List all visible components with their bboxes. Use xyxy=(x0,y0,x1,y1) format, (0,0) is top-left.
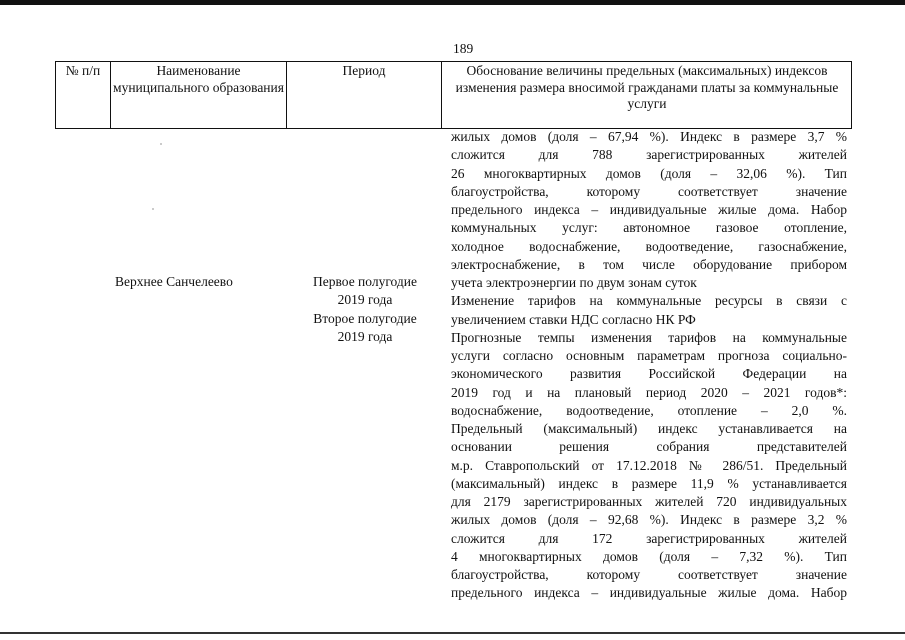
basis-line: Предельный (максимальный) индекс устанавливается на xyxy=(451,421,847,436)
basis-line: для 2179 зарегистрированных жителей 720 индивидуальных xyxy=(451,494,847,509)
basis-line: водоснабжение, водоотведение, отопление – 2,0 %. xyxy=(451,402,847,418)
basis-line: 2019 год и на плановый период 2020 – 2021 годов*: xyxy=(451,384,847,400)
municipality-name: Верхнее Санчелеево xyxy=(115,274,233,289)
header-basis: Обоснование величины предельных (максимальных) индексов изменения размера вносимой гражданами платы за коммунальные услуги xyxy=(441,62,852,128)
header-period: Период xyxy=(286,62,441,128)
table-header xyxy=(55,61,852,129)
basis-line: учета электроэнергии по двум зонам суток xyxy=(451,275,697,290)
top-page-border xyxy=(0,0,905,5)
basis-line: сложится для 788 зарегистрированных жителей xyxy=(451,147,847,163)
basis-line: м.р. Ставропольский от 17.12.2018 № 286/51. Предельный xyxy=(451,457,847,473)
basis-line: 4 многоквартирных домов (доля – 7,32 %). Тип xyxy=(451,548,847,564)
period-line: Второе полугодие xyxy=(313,310,417,326)
header-municipality-name: Наименование муниципального образования xyxy=(110,62,286,128)
basis-line: предельного индекса – индивидуальные жилые дома. Набор xyxy=(451,585,847,601)
basis-line: Изменение тарифов на коммунальные ресурсы в связи с xyxy=(451,293,847,309)
basis-line: основании решения собрания представителей xyxy=(451,439,847,455)
basis-line: услуги согласно основным параметрам прогноза социально- xyxy=(451,348,847,363)
basis-line: электроснабжение, в том числе оборудование прибором xyxy=(451,256,847,272)
period-line: 2019 года xyxy=(337,328,393,344)
basis-line: экономического развития Российской Федерации на xyxy=(451,366,847,382)
period-line: Первое полугодие xyxy=(313,274,417,289)
basis-line: предельного индекса – индивидуальные жилые дома. Набор xyxy=(451,202,847,217)
basis-line: холодное водоснабжение, водоотведение, газоснабжение, xyxy=(451,238,847,254)
basis-cell xyxy=(451,128,847,603)
basis-line: 26 многоквартирных домов (доля – 32,06 %). Тип xyxy=(451,165,847,181)
basis-line: жилых домов (доля – 92,68 %). Индекс в размере 3,2 % xyxy=(451,512,847,528)
scan-speck xyxy=(160,143,162,145)
basis-line: благоустройства, которому соответствует значение xyxy=(451,183,847,199)
period-cell xyxy=(296,273,434,346)
basis-line: благоустройства, которому соответствует значение xyxy=(451,567,847,582)
basis-line: жилых домов (доля – 67,94 %). Индекс в размере 3,7 % xyxy=(451,129,847,144)
basis-line: (максимальный) индекс в размере 11,9 % устанавливается xyxy=(451,475,847,491)
scan-speck xyxy=(152,208,154,210)
bottom-page-border xyxy=(0,632,905,634)
basis-line: сложится для 172 зарегистрированных жителей xyxy=(451,530,847,546)
period-line: 2019 года xyxy=(337,292,393,308)
basis-line: коммунальных услуг: автономное газовое отопление, xyxy=(451,220,847,236)
page-number: 189 xyxy=(453,41,474,56)
header-number: № п/п xyxy=(65,63,101,78)
basis-line: Прогнозные темпы изменения тарифов на коммунальные xyxy=(451,329,847,345)
basis-line: увеличением ставки НДС согласно НК РФ xyxy=(451,311,696,327)
